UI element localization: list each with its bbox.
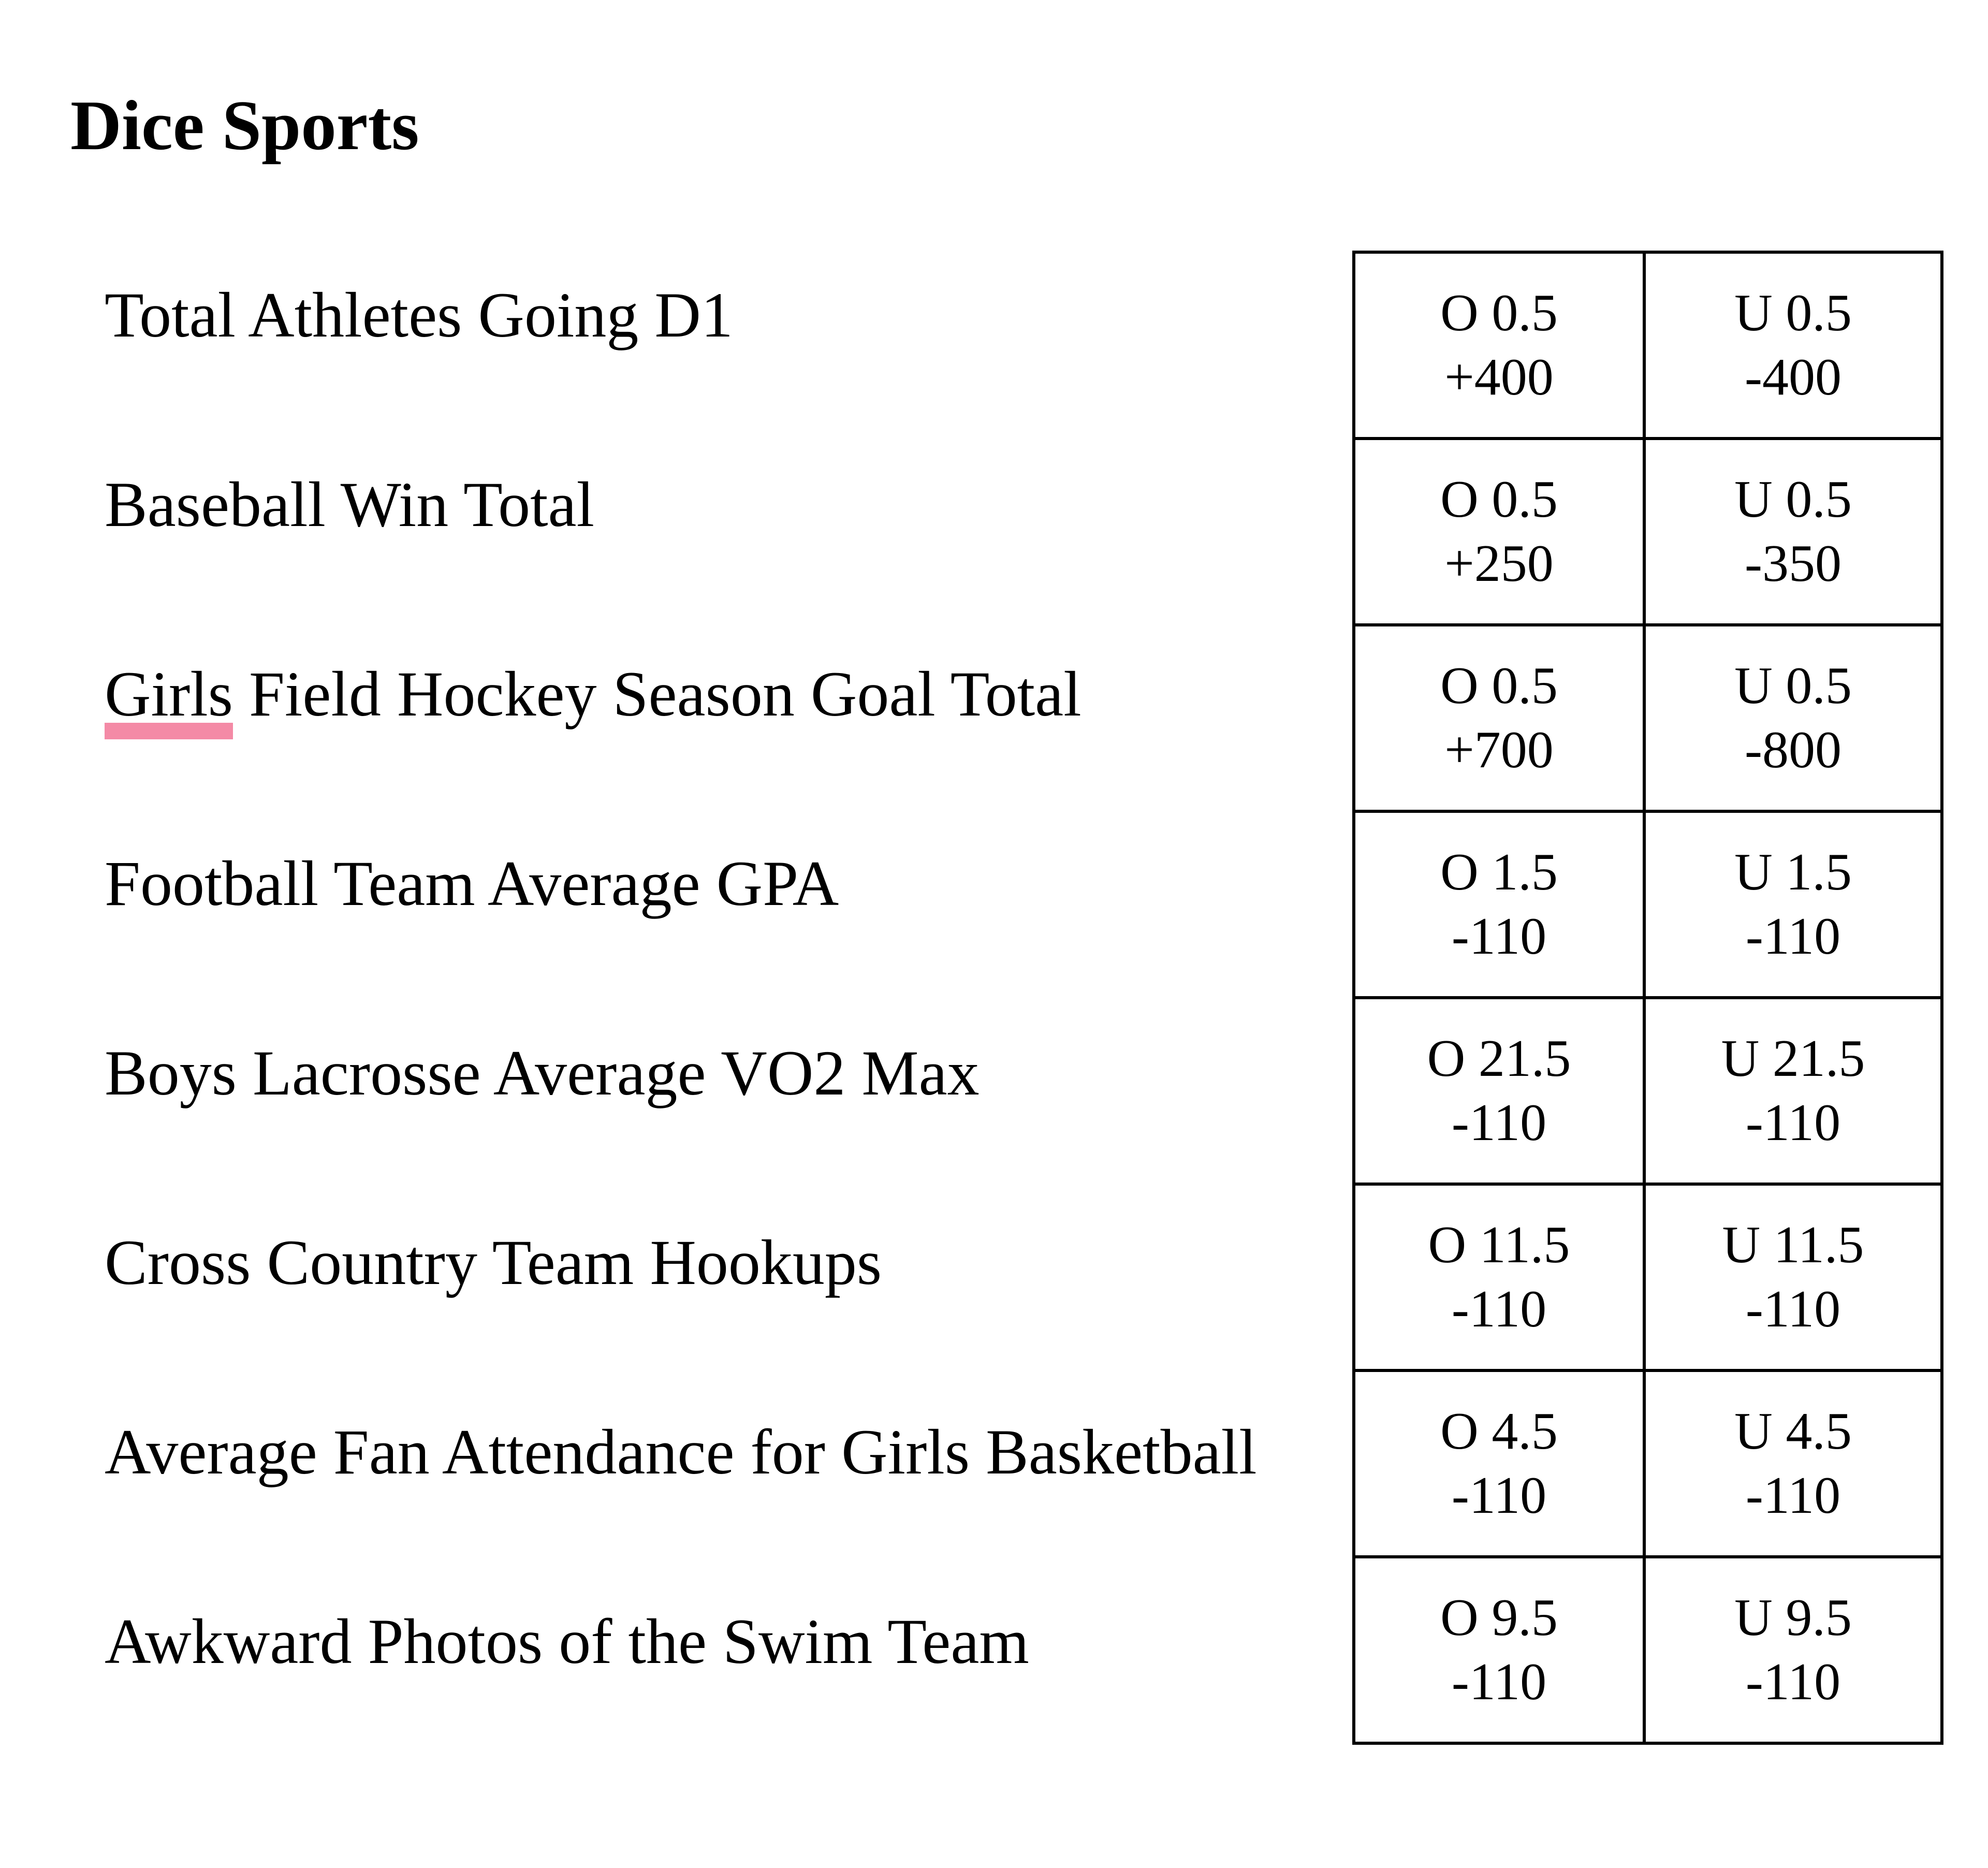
market-label-row — [105, 630, 1337, 820]
odds-row — [1354, 625, 1942, 811]
under-price: -110 — [1745, 907, 1841, 966]
under-odds-cell[interactable] — [1644, 1370, 1942, 1557]
over-odds-cell[interactable] — [1354, 1370, 1644, 1557]
over-line: O 4.5 — [1440, 1402, 1558, 1461]
over-odds-cell[interactable] — [1354, 998, 1644, 1184]
over-odds-cell[interactable] — [1354, 625, 1644, 811]
under-odds-cell[interactable] — [1644, 998, 1942, 1184]
under-line: U 9.5 — [1734, 1588, 1852, 1647]
over-line: O 21.5 — [1427, 1029, 1571, 1088]
market-label: Cross Country Team Hookups — [105, 1227, 882, 1298]
under-line: U 0.5 — [1734, 284, 1852, 342]
odds-row — [1354, 1184, 1942, 1370]
odds-row — [1354, 998, 1942, 1184]
under-odds-cell[interactable] — [1644, 252, 1942, 439]
under-price: -350 — [1745, 534, 1841, 593]
odds-row — [1354, 252, 1942, 439]
over-price: +250 — [1444, 534, 1554, 593]
odds-table — [1352, 251, 1943, 1745]
over-line: O 9.5 — [1440, 1588, 1558, 1647]
over-odds-cell[interactable] — [1354, 811, 1644, 998]
under-price: -400 — [1745, 348, 1841, 406]
over-price: +700 — [1444, 721, 1554, 779]
market-label: Awkward Photos of the Swim Team — [105, 1606, 1029, 1677]
market-label-row — [105, 251, 1337, 441]
under-odds-cell[interactable] — [1644, 1557, 1942, 1743]
over-line: O 0.5 — [1440, 656, 1558, 715]
over-price: +400 — [1444, 348, 1554, 406]
market-label-row — [105, 1009, 1337, 1199]
over-price: -110 — [1451, 1466, 1547, 1525]
market-label-row — [105, 1199, 1337, 1388]
over-odds-cell[interactable] — [1354, 1557, 1644, 1743]
over-line: O 0.5 — [1440, 284, 1558, 342]
market-label-row — [105, 1578, 1337, 1767]
over-line: O 0.5 — [1440, 470, 1558, 529]
under-price: -110 — [1745, 1093, 1841, 1152]
under-price: -800 — [1745, 721, 1841, 779]
under-odds-cell[interactable] — [1644, 625, 1942, 811]
page-title: Dice Sports — [70, 85, 419, 165]
under-line: U 1.5 — [1734, 843, 1852, 901]
odds-row — [1354, 439, 1942, 625]
market-labels — [105, 251, 1337, 1767]
over-price: -110 — [1451, 1653, 1547, 1711]
under-price: -110 — [1745, 1280, 1841, 1338]
under-line: U 0.5 — [1734, 656, 1852, 715]
over-price: -110 — [1451, 1280, 1547, 1338]
market-label-rest: Field Hockey Season Goal Total — [233, 659, 1081, 729]
under-price: -110 — [1745, 1653, 1841, 1711]
market-label-row — [105, 441, 1337, 630]
odds-row — [1354, 1557, 1942, 1743]
market-label — [105, 659, 1081, 729]
under-line: U 4.5 — [1734, 1402, 1852, 1461]
under-line: U 21.5 — [1721, 1029, 1865, 1088]
market-label: Total Athletes Going D1 — [105, 280, 733, 351]
market-label-row — [105, 820, 1337, 1009]
under-line: U 11.5 — [1722, 1216, 1864, 1274]
over-price: -110 — [1451, 1093, 1547, 1152]
market-label: Baseball Win Total — [105, 469, 595, 540]
under-odds-cell[interactable] — [1644, 1184, 1942, 1370]
over-odds-cell[interactable] — [1354, 439, 1644, 625]
under-odds-cell[interactable] — [1644, 439, 1942, 625]
over-line: O 11.5 — [1428, 1216, 1570, 1274]
market-label-row — [105, 1388, 1337, 1578]
over-line: O 1.5 — [1440, 843, 1558, 901]
spellcheck-underlined-word: Girls — [105, 659, 233, 729]
under-price: -110 — [1745, 1466, 1841, 1525]
over-price: -110 — [1451, 907, 1547, 966]
over-odds-cell[interactable] — [1354, 252, 1644, 439]
odds-row — [1354, 1370, 1942, 1557]
market-label: Boys Lacrosse Average VO2 Max — [105, 1038, 980, 1108]
odds-row — [1354, 811, 1942, 998]
under-odds-cell[interactable] — [1644, 811, 1942, 998]
over-odds-cell[interactable] — [1354, 1184, 1644, 1370]
market-label: Average Fan Attendance for Girls Basketball — [105, 1417, 1257, 1487]
market-label: Football Team Average GPA — [105, 848, 839, 919]
under-line: U 0.5 — [1734, 470, 1852, 529]
